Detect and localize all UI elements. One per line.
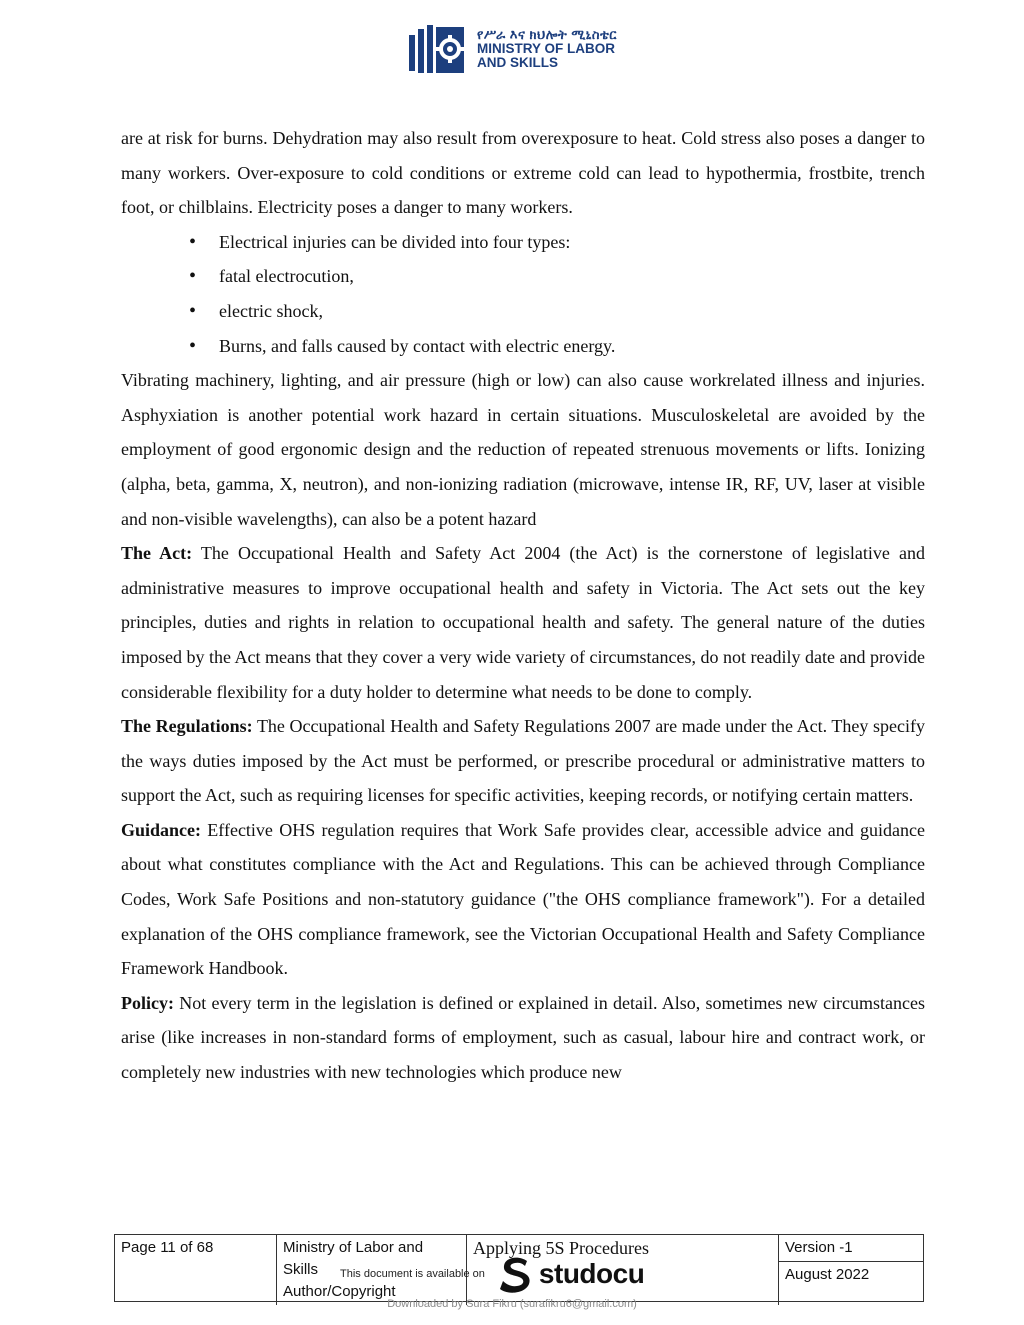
- paragraph-regulations: [121, 709, 925, 813]
- footer-org-line-3: Author/Copyright: [283, 1283, 396, 1300]
- paragraph-vibration: Vibrating machinery, lighting, and air pressure (high or low) can also cause workrelated illness and injuries. Asphyxiation is another potential work hazard in certain situations. Musculoskeletal are avoided by the employment of good ergonomic design and the reduction of repeated strenuous movements or lifts. Ionizing (alpha, beta, gamma, X, neutron), and non-ionizing radiation (microwave, intense IR, RF, UV, laser at visible and non-visible wavelengths), can also be a potent hazard: [121, 370, 925, 529]
- logo-amharic-text: የሥራ እና ክህሎት ሚኒስቴር: [477, 27, 617, 42]
- list-item: • fatal electrocution,: [219, 259, 925, 294]
- footer-org-line-1: Ministry of Labor and: [283, 1239, 424, 1256]
- ministry-logo: [407, 18, 637, 80]
- studocu-logo-icon: [497, 1255, 533, 1293]
- list-item: • Electrical injuries can be divided into four types:: [219, 225, 925, 260]
- regulations-text: The Occupational Health and Safety Regulations 2007 are made under the Act. They specify the ways duties imposed by the Act must be performed, or prescribe procedural or administrative matters to support the Act, such as requiring licenses for specific activities, keeping records, or notifying certain matters.: [121, 716, 925, 806]
- footer-date: August 2022: [785, 1266, 870, 1283]
- download-attribution: Downloaded by Sura Fikru (surafikru6@gmail.com): [387, 1298, 637, 1310]
- list-item: • electric shock,: [219, 294, 925, 329]
- list-item: • Burns, and falls caused by contact with electric energy.: [219, 329, 925, 364]
- document-body: [121, 121, 925, 1090]
- studocu-watermark: [340, 1254, 690, 1294]
- electrical-injuries-list: [121, 225, 925, 363]
- paragraph-act: [121, 536, 925, 709]
- studocu-brand: studocu: [538, 1258, 645, 1289]
- footer-version-cell: [779, 1235, 923, 1305]
- logo-line-2: AND SKILLS: [477, 54, 558, 70]
- regulations-label: The Regulations:: [121, 716, 253, 737]
- guidance-text: Effective OHS regulation requires that Work Safe provides clear, accessible advice and guidance about what constitutes compliance with the Act and Regulations. This can be achieved through Compliance Codes, Work Safe Positions and non-statutory guidance ("the OHS compliance framework"). For a detailed explanation of the OHS compliance framework, see the Victorian Occupational Health and Safety Compliance Framework Handbook.: [121, 819, 925, 979]
- footer-page-number: Page 11 of 68: [115, 1235, 277, 1305]
- ministry-gear-icon: [407, 21, 469, 77]
- paragraph-hazards: are at risk for burns. Dehydration may also result from overexposure to heat. Cold stress also poses a danger to many workers. Over-exposure to cold conditions or extreme cold can lead to hypothermia, frostbite, trench foot, or chilblains. Electricity poses a danger to many workers.: [121, 128, 925, 218]
- paragraph-policy: [121, 986, 925, 1090]
- footer-document-title: Applying 5S Procedures: [467, 1235, 779, 1305]
- act-text: The Occupational Health and Safety Act 2004 (the Act) is the cornerstone of legislative and administrative measures to improve occupational health and safety in Victoria. The Act sets out the key principles, duties and rights in relation to occupational health and safety. The general nature of the duties imposed by the Act means that they cover a very wide variety of circumstances, do not readily date and provide considerable flexibility for a duty holder to determine what needs to be done to comply.: [121, 543, 925, 702]
- footer-org-line-2: Skills: [283, 1261, 319, 1278]
- act-label: The Act:: [121, 543, 193, 564]
- studocu-note: This document is available on: [340, 1268, 485, 1280]
- guidance-label: Guidance:: [121, 819, 202, 840]
- footer-version: Version -1: [779, 1235, 923, 1262]
- policy-label: Policy:: [121, 992, 174, 1013]
- logo-line-1: MINISTRY OF LABOR: [477, 40, 615, 56]
- policy-text: Not every term in the legislation is defined or explained in detail. Also, sometimes new circumstances arise (like increases in non-standard forms of employment, such as casual, labour hire and contract work, or completely new industries with new technologies which produce new: [121, 992, 925, 1083]
- paragraph-guidance: [121, 813, 925, 986]
